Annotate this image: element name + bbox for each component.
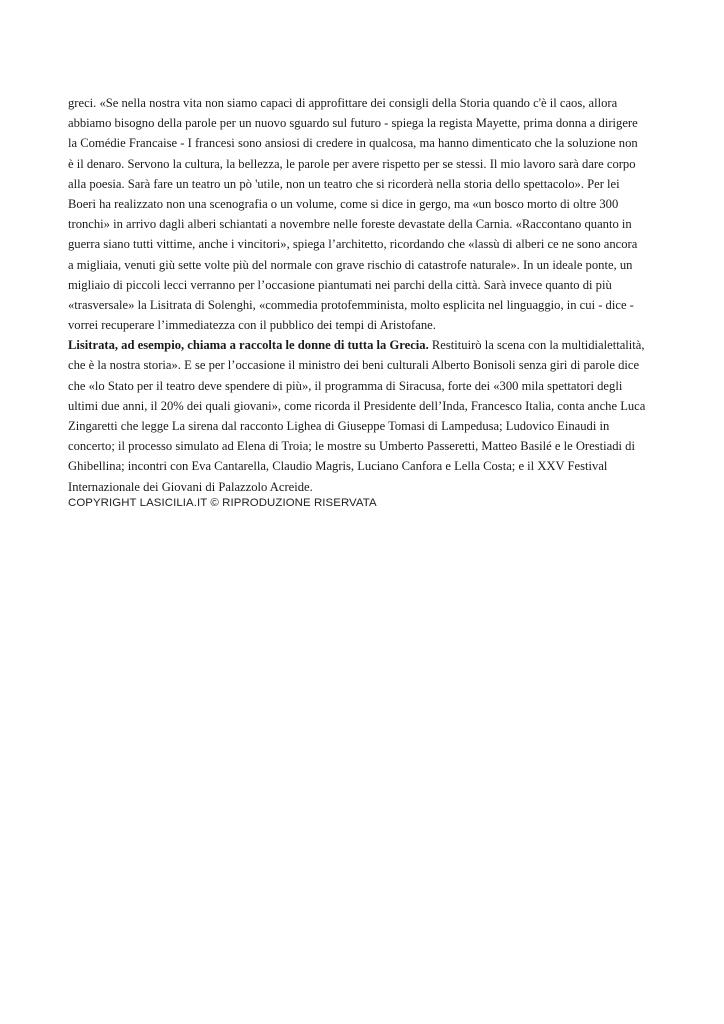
text-line: Ghibellina; incontri con Eva Cantarella, Claudio Magris, Luciano Canfora e Lella Costa; e il XXV Festival	[68, 459, 608, 474]
article-body	[68, 93, 668, 510]
text-line: vorrei recuperare l’immediatezza con il pubblico dei tempi di Aristofane.	[68, 318, 436, 333]
text-line: la Comédie Francaise - I francesi sono ansiosi di credere in qualcosa, ma hanno dimenticato che la soluzione non	[68, 136, 638, 151]
text-line: è il denaro. Servono la cultura, la bellezza, le parole per avere rispetto per se stessi. Il mio lavoro sarà dare corpo	[68, 156, 636, 171]
text-line: «trasversale» la Lisitrata di Solenghi, «commedia protofemminista, molto esplicita nel linguaggio, in cui - dice -	[68, 297, 634, 312]
text-line: tronchi» in arrivo dagli alberi schiantati a novembre nelle foreste devastate della Carnia. «Raccontano quanto in	[68, 217, 632, 232]
bold-lead-sentence: Lisitrata, ad esempio, chiama a raccolta le donne di tutta la Grecia.	[68, 338, 429, 353]
text-line: che è la nostra storia». E se per l’occasione il ministro dei beni culturali Alberto Bonisoli senza giri di parole dice	[68, 358, 640, 373]
text-line: guerra siano tutti vittime, anche i vincitori», spiega l’architetto, ricordando che «lassù di alberi ce ne sono ancora	[68, 237, 638, 252]
text-line: Zingaretti che legge La sirena dal racconto Lighea di Giuseppe Tomasi di Lampedusa; Ludovico Einaudi in	[68, 419, 610, 433]
text-line: greci. «Se nella nostra vita non siamo capaci di approfittare dei consigli della Storia quando c'è il caos, allora	[68, 96, 618, 110]
lead-sentence-rest: Restituirò la scena con la multidialettalità,	[428, 338, 645, 353]
text-line: alla poesia. Sarà fare un teatro un pò 'utile, non un teatro che si ricorderà nella storia dello spettacolo». Per lei	[68, 176, 620, 191]
paragraph-start-line	[68, 335, 668, 355]
text-line: Internazionale dei Giovani di Palazzolo Acreide.	[68, 479, 313, 494]
text-line: migliaio di piccoli lecci verranno per l’occasione piantumati nei parchi della città. Sarà invece quanto di più	[68, 277, 612, 292]
text-line: Boeri ha realizzato non una scenografia o un volume, come si dice in gergo, ma «un bosco morto di oltre 300	[68, 196, 619, 211]
text-line: concerto; il processo simulato ad Elena di Troia; le mostre su Umberto Passeretti, Matteo Basilé e le Orestiadi di	[68, 439, 635, 454]
copyright-notice: COPYRIGHT LASICILIA.IT © RIPRODUZIONE RISERVATA	[68, 496, 377, 509]
text-line: ultimi due anni, il 20% dei quali giovani», come ricorda il Presidente dell’Inda, Francesco Italia, conta anche Luca	[68, 398, 646, 413]
text-line: abbiamo bisogno della parole per un nuovo sguardo sul futuro - spiega la regista Mayette, prima donna a dirigere	[68, 116, 638, 131]
text-line: a migliaia, venuti giù sette volte più del normale con grave rischio di catastrofe naturale». In un ideale ponte, un	[68, 257, 633, 272]
text-line: che «lo Stato per il teatro deve spendere di più», il programma di Siracusa, forte dei «300 mila spettatori degli	[68, 378, 623, 393]
